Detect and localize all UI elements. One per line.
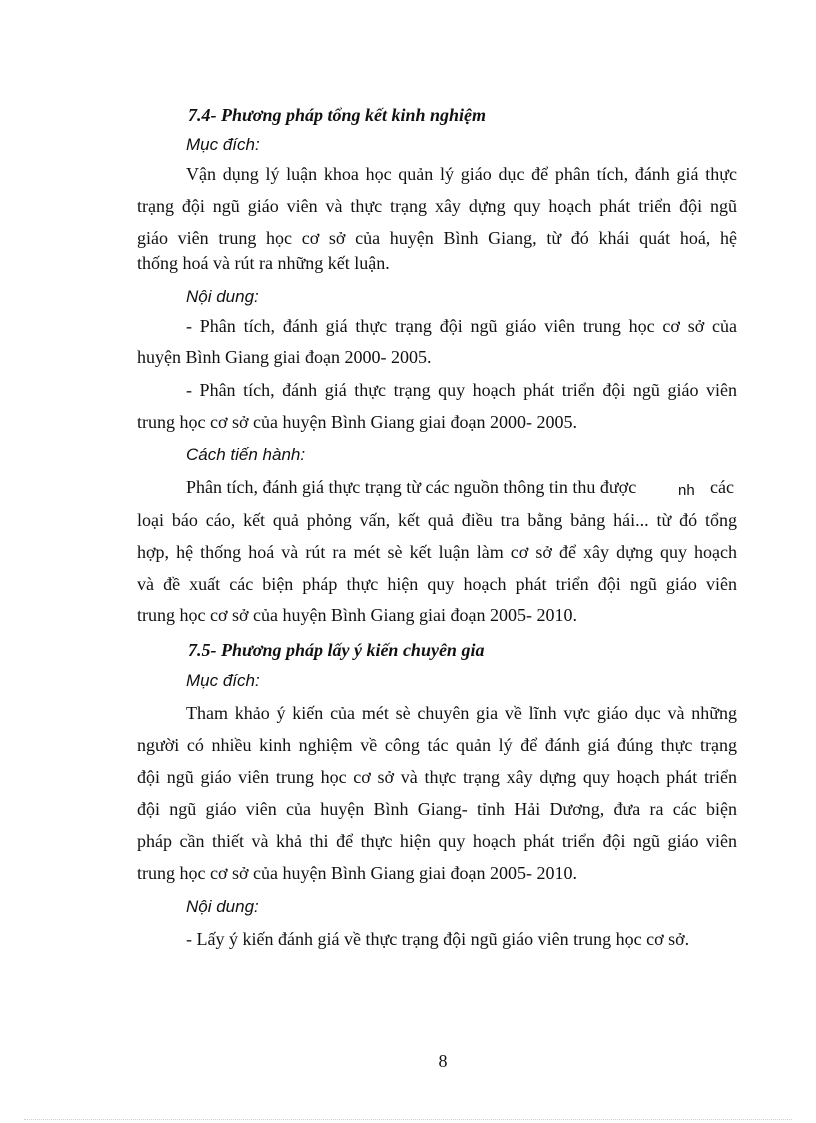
page-number: 8 bbox=[438, 1051, 448, 1071]
section-7-4-content-line-2: huyện Bình Giang giai đoạn 2000- 2005. bbox=[137, 347, 432, 367]
section-7-4-method-line-3: hợp, hệ thống hoá và rút ra mét sè kết luận làm cơ sở để xây dựng quy hoạch bbox=[137, 542, 737, 562]
section-7-5-content-line-1: - Lấy ý kiến đánh giá về thực trạng đội ngũ giáo viên trung học cơ sở. bbox=[186, 929, 690, 949]
section-7-4-method-line-2: loại báo cáo, kết quả phỏng vấn, kết quả điều tra bằng bảng hái... từ đó tổng bbox=[137, 510, 737, 530]
section-7-5-purpose-line-3: đội ngũ giáo viên trung học cơ sở và thực trạng xây dựng quy hoạch phát triển bbox=[137, 767, 737, 787]
section-7-5-purpose-line-6: trung học cơ sở của huyện Bình Giang giai đoạn 2005- 2010. bbox=[137, 863, 577, 883]
section-7-5-content-label: Nội dung: bbox=[186, 897, 259, 916]
section-7-4-content-line-1: - Phân tích, đánh giá thực trạng đội ngũ giáo viên trung học cơ sở của bbox=[186, 316, 737, 336]
section-7-5-purpose-line-2: người có nhiều kinh nghiệm về công tác quản lý để đánh giá đúng thực trạng bbox=[137, 735, 737, 755]
section-7-4-purpose-line-4: thống hoá và rút ra những kết luận. bbox=[137, 253, 390, 273]
section-7-4-purpose-line-2: trạng đội ngũ giáo viên và thực trạng xây dựng quy hoạch phát triển đội ngũ bbox=[137, 196, 737, 216]
section-7-5-purpose-line-1: Tham khảo ý kiến của mét sè chuyên gia về lĩnh vực giáo dục và những bbox=[186, 703, 737, 723]
section-7-4-content-line-3: - Phân tích, đánh giá thực trạng quy hoạch phát triển đội ngũ giáo viên bbox=[186, 380, 737, 400]
page-bottom-rule bbox=[24, 1119, 792, 1120]
section-7-4-purpose-line-3: giáo viên trung học cơ sở của huyện Bình Giang, từ đó khái quát hoá, hệ bbox=[137, 228, 737, 248]
section-7-4-method-fragment: nh bbox=[678, 482, 695, 499]
section-7-5-heading: 7.5- Phương pháp lấy ý kiến chuyên gia bbox=[188, 640, 485, 660]
section-7-4-method-label: Cách tiến hành: bbox=[186, 445, 306, 464]
section-7-4-method-line-4: và đề xuất các biện pháp thực hiện quy hoạch phát triển đội ngũ giáo viên bbox=[137, 574, 737, 594]
section-7-4-heading: 7.4- Phương pháp tổng kết kinh nghiệm bbox=[188, 105, 487, 125]
section-7-5-purpose-label: Mục đích: bbox=[186, 671, 260, 690]
section-7-4-content-line-4: trung học cơ sở của huyện Bình Giang giai đoạn 2000- 2005. bbox=[137, 412, 577, 432]
section-7-4-method-line-1-end: các bbox=[710, 477, 734, 497]
section-7-4-content-label: Nội dung: bbox=[186, 287, 259, 306]
section-7-4-method-line-1: Phân tích, đánh giá thực trạng từ các nguồn thông tin thu được bbox=[186, 477, 637, 497]
section-7-4-method-line-5: trung học cơ sở của huyện Bình Giang giai đoạn 2005- 2010. bbox=[137, 605, 577, 625]
section-7-4-purpose-line-1: Vận dụng lý luận khoa học quản lý giáo dục để phân tích, đánh giá thực bbox=[186, 164, 737, 184]
section-7-5-purpose-line-4: đội ngũ giáo viên của huyện Bình Giang- tỉnh Hải Dương, đưa ra các biện bbox=[137, 799, 737, 819]
section-7-5-purpose-line-5: pháp cần thiết và khả thi để thực hiện quy hoạch phát triển đội ngũ giáo viên bbox=[137, 831, 737, 851]
section-7-4-purpose-label: Mục đích: bbox=[186, 135, 260, 154]
